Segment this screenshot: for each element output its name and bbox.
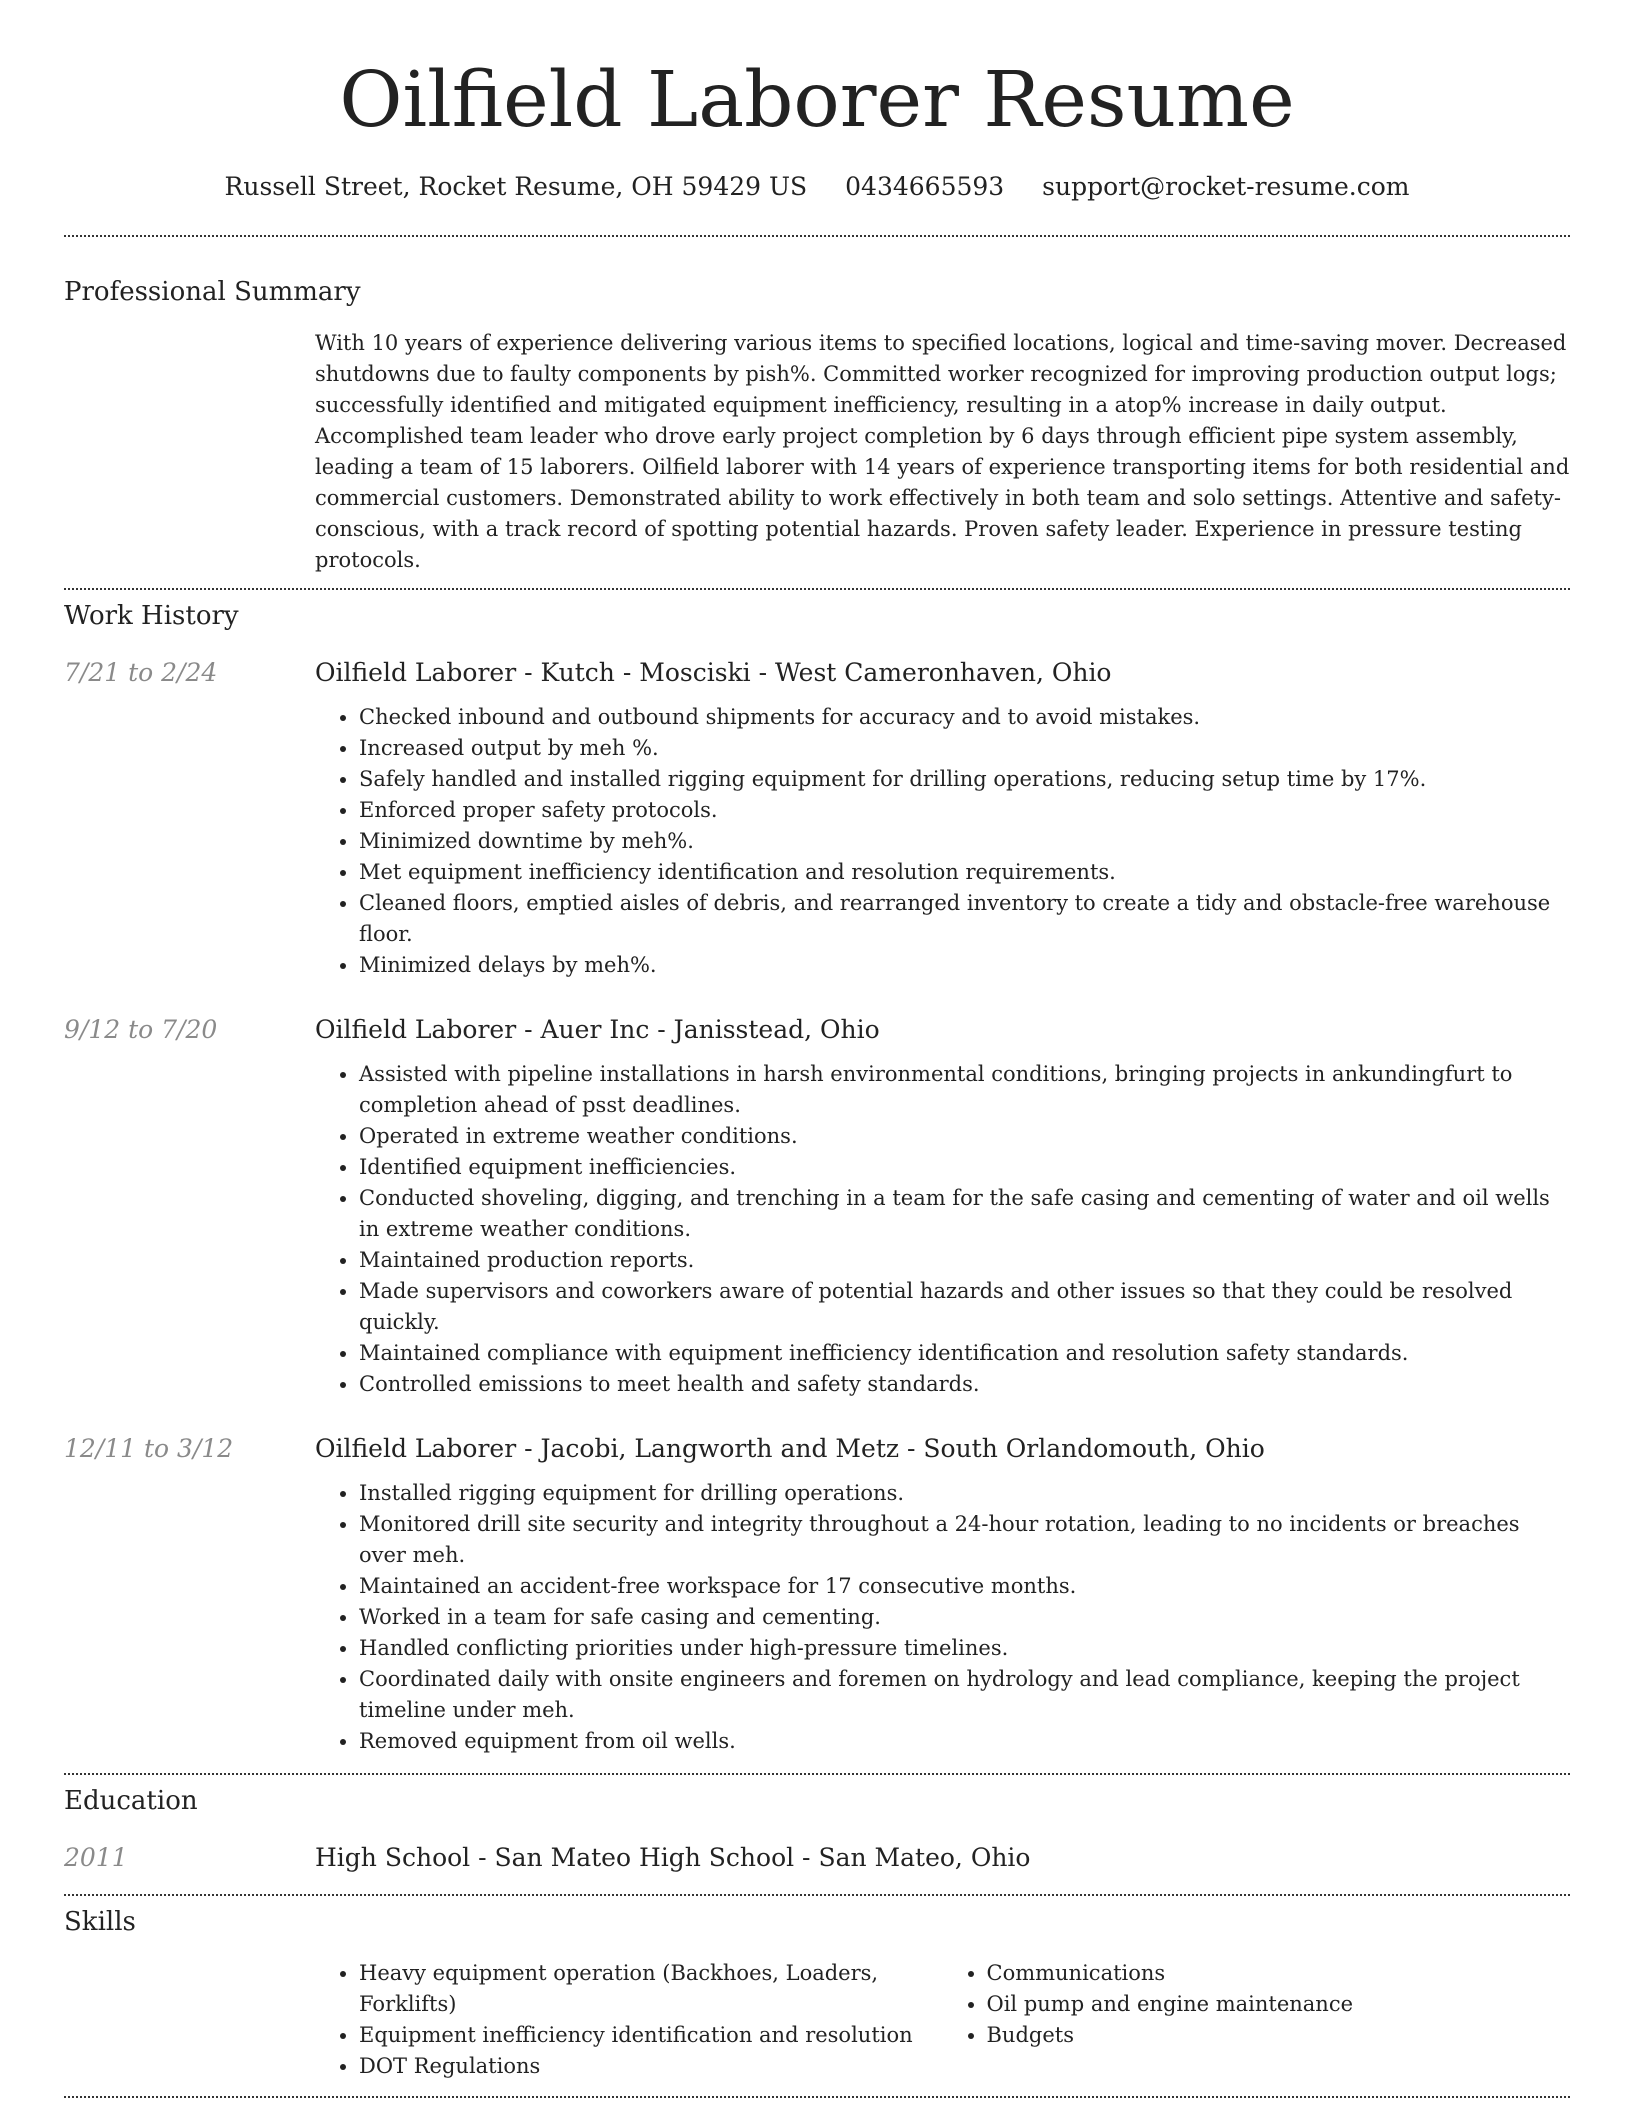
summary-text: With 10 years of experience delivering various items to specified locations, logical and time-saving mover. Decreased shutdowns due to faulty components by pish%. Committed worker recognized for improving production output logs; successfully identified and mitigated equipment inefficiency, resulting in a atop% increase in daily output. Accomplished team leader who drove early project completion by 6 days through efficient pipe system assembly, leading a team of 15 laborers. Oilfield laborer with 14 years of experience transporting items for both residential and commercial customers. Demonstrated ability to work effectively in both team and solo settings. Attentive and safety-conscious, with a track record of spotting potential hazards. Proven safety leader. Experience in pressure testing protocols. <box>315 331 1570 572</box>
list-item: • Increased output by meh %. <box>359 733 1570 764</box>
list-item: • Made supervisors and coworkers aware of potential hazards and other issues so that they could be resolved quickly. <box>359 1276 1570 1338</box>
job-entry <box>64 656 1570 981</box>
list-item: • Communications <box>987 1958 1571 1989</box>
contact-phone: 0434665593 <box>845 172 1005 201</box>
job-entry <box>64 1432 1570 1757</box>
job-dates: 9/12 to 7/20 <box>64 1015 218 1044</box>
list-item: • Conducted shoveling, digging, and trenching in a team for the safe casing and cementing of water and oil wells in extreme weather conditions. <box>359 1183 1570 1245</box>
list-item: • Safely handled and installed rigging equipment for drilling operations, reducing setup time by 17%. <box>359 764 1570 795</box>
divider <box>64 2096 1570 2098</box>
list-item: • Coordinated daily with onsite engineers and foremen on hydrology and lead compliance, keeping the project timeline under meh. <box>359 1664 1570 1726</box>
job-title: Oilfield Laborer - Kutch - Mosciski - West Cameronhaven, Ohio <box>315 658 1112 687</box>
list-item: • Oil pump and engine maintenance <box>987 1989 1571 2020</box>
list-item: • Minimized delays by meh%. <box>359 950 1570 981</box>
divider <box>64 1773 1570 1775</box>
job-title: Oilfield Laborer - Auer Inc - Janisstead, Ohio <box>315 1015 880 1044</box>
contact-address: Russell Street, Rocket Resume, OH 59429 US <box>224 172 808 201</box>
skills-column-1 <box>315 1958 943 2082</box>
skills-heading: Skills <box>64 1907 136 1937</box>
list-item: • Maintained production reports. <box>359 1245 1570 1276</box>
job-bullets <box>315 1059 1570 1400</box>
job-dates: 12/11 to 3/12 <box>64 1434 234 1463</box>
education-heading: Education <box>64 1786 198 1816</box>
list-item: • Maintained an accident-free workspace for 17 consecutive months. <box>359 1571 1570 1602</box>
divider <box>64 235 1570 237</box>
resume-page <box>64 0 1570 2098</box>
summary-heading: Professional Summary <box>64 277 361 307</box>
job-bullets <box>315 1478 1570 1757</box>
list-item: • Installed rigging equipment for drilling operations. <box>359 1478 1570 1509</box>
skills-column-2 <box>943 1958 1571 2082</box>
list-item: • Enforced proper safety protocols. <box>359 795 1570 826</box>
list-item: • Checked inbound and outbound shipments for accuracy and to avoid mistakes. <box>359 702 1570 733</box>
job-title: Oilfield Laborer - Jacobi, Langworth and Metz - South Orlandomouth, Ohio <box>315 1434 1265 1463</box>
list-item: • Removed equipment from oil wells. <box>359 1726 1570 1757</box>
list-item: • DOT Regulations <box>359 2051 943 2082</box>
list-item: • Monitored drill site security and integrity throughout a 24-hour rotation, leading to no incidents or breaches over meh. <box>359 1509 1570 1571</box>
divider <box>64 588 1570 590</box>
resume-title: Oilfield Laborer Resume <box>339 56 1295 145</box>
job-entry <box>64 1013 1570 1400</box>
contact-email: support@rocket-resume.com <box>1042 172 1410 201</box>
list-item: • Equipment inefficiency identification and resolution <box>359 2020 943 2051</box>
list-item: • Maintained compliance with equipment inefficiency identification and resolution safety standards. <box>359 1338 1570 1369</box>
job-bullets <box>315 702 1570 981</box>
work-history-heading: Work History <box>64 601 239 631</box>
job-dates: 7/21 to 2/24 <box>64 658 218 687</box>
list-item: • Controlled emissions to meet health and safety standards. <box>359 1369 1570 1400</box>
divider <box>64 1894 1570 1896</box>
list-item: • Operated in extreme weather conditions. <box>359 1121 1570 1152</box>
education-title: High School - San Mateo High School - San Mateo, Ohio <box>315 1843 1031 1872</box>
list-item: • Minimized downtime by meh%. <box>359 826 1570 857</box>
list-item: • Heavy equipment operation (Backhoes, Loaders, Forklifts) <box>359 1958 943 2020</box>
skills-row <box>64 1958 1570 2082</box>
list-item: • Handled conflicting priorities under high-pressure timelines. <box>359 1633 1570 1664</box>
education-entry <box>64 1841 1570 1875</box>
list-item: • Cleaned floors, emptied aisles of debris, and rearranged inventory to create a tidy and obstacle-free warehouse floor. <box>359 888 1570 950</box>
list-item: • Assisted with pipeline installations in harsh environmental conditions, bringing projects in ankundingfurt to completion ahead of psst deadlines. <box>359 1059 1570 1121</box>
education-year: 2011 <box>64 1843 128 1872</box>
list-item: • Met equipment inefficiency identification and resolution requirements. <box>359 857 1570 888</box>
list-item: • Identified equipment inefficiencies. <box>359 1152 1570 1183</box>
list-item: • Budgets <box>987 2020 1571 2051</box>
contact-line <box>64 170 1570 204</box>
summary-row <box>64 328 1570 576</box>
list-item: • Worked in a team for safe casing and cementing. <box>359 1602 1570 1633</box>
